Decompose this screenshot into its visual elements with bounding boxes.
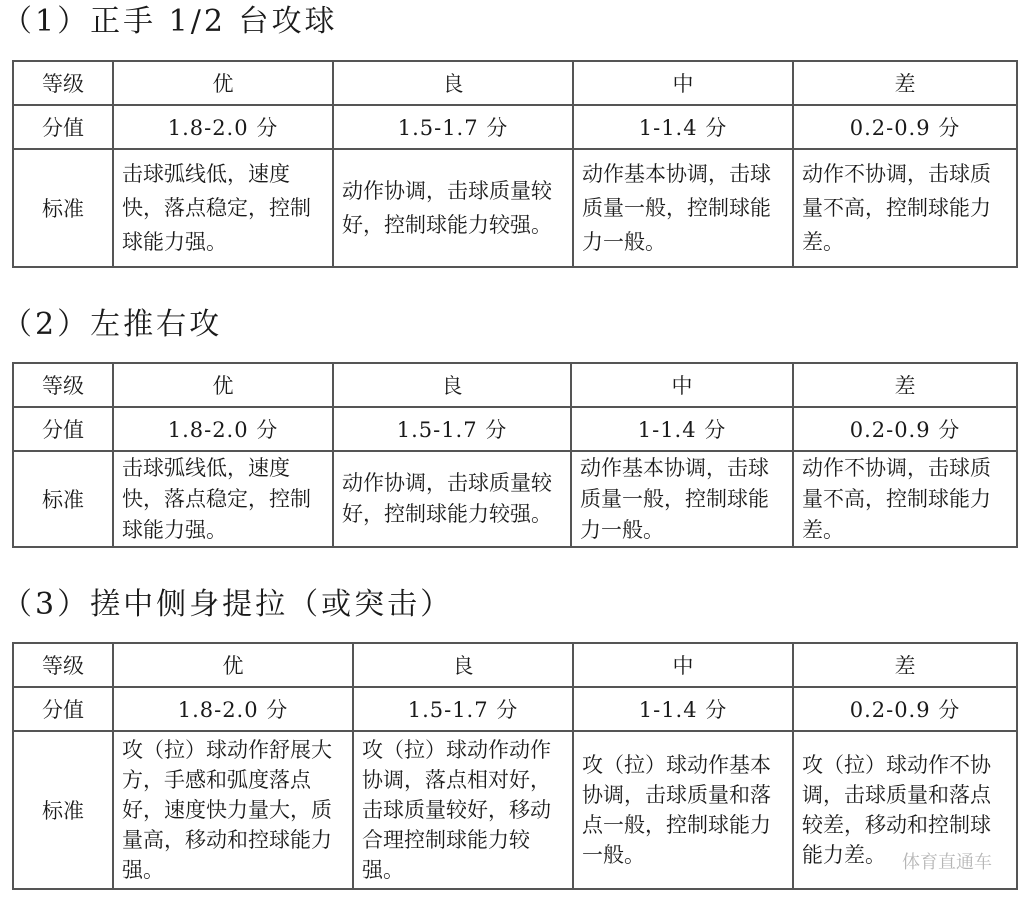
grade-row bbox=[13, 61, 1017, 105]
score-good: 1.5-1.7 分 bbox=[333, 105, 573, 149]
grading-table-3 bbox=[12, 642, 1018, 890]
criteria-medium: 攻（拉）球动作基本协调，击球质量和落点一般，控制球能力一般。 bbox=[573, 731, 793, 889]
row-label-grade: 等级 bbox=[13, 61, 113, 105]
grade-row bbox=[13, 643, 1017, 687]
grade-good: 良 bbox=[353, 643, 573, 687]
row-label-criteria: 标准 bbox=[13, 149, 113, 267]
score-medium: 1-1.4 分 bbox=[573, 105, 793, 149]
score-good: 1.5-1.7 分 bbox=[353, 687, 573, 731]
criteria-excellent: 击球弧线低，速度快，落点稳定，控制球能力强。 bbox=[113, 451, 333, 547]
grading-table-1 bbox=[12, 60, 1018, 268]
criteria-good: 攻（拉）球动作动作协调，落点相对好，击球质量较好，移动合理控制球能力较强。 bbox=[353, 731, 573, 889]
criteria-poor: 攻（拉）球动作不协调，击球质量和落点较差，移动和控制球能力差。 bbox=[793, 731, 1017, 889]
row-label-grade: 等级 bbox=[13, 363, 113, 407]
row-label-score: 分值 bbox=[13, 687, 113, 731]
section-title-2: （2）左推右攻 bbox=[2, 307, 223, 342]
criteria-row bbox=[13, 731, 1017, 889]
grade-poor: 差 bbox=[793, 363, 1017, 407]
criteria-good: 动作协调，击球质量较好，控制球能力较强。 bbox=[333, 451, 571, 547]
grade-good: 良 bbox=[333, 61, 573, 105]
score-poor: 0.2-0.9 分 bbox=[793, 105, 1017, 149]
row-label-score: 分值 bbox=[13, 407, 113, 451]
score-poor: 0.2-0.9 分 bbox=[793, 687, 1017, 731]
grade-excellent: 优 bbox=[113, 363, 333, 407]
grade-poor: 差 bbox=[793, 643, 1017, 687]
criteria-excellent: 攻（拉）球动作舒展大方，手感和弧度落点好，速度快力量大，质量高，移动和控球能力强。 bbox=[113, 731, 353, 889]
grade-poor: 差 bbox=[793, 61, 1017, 105]
grading-table-2 bbox=[12, 362, 1018, 548]
grade-good: 良 bbox=[333, 363, 571, 407]
section-title-3: （3）搓中侧身提拉（或突击） bbox=[2, 587, 454, 622]
grade-medium: 中 bbox=[571, 363, 793, 407]
score-row bbox=[13, 105, 1017, 149]
score-medium: 1-1.4 分 bbox=[571, 407, 793, 451]
score-excellent: 1.8-2.0 分 bbox=[113, 105, 333, 149]
criteria-row bbox=[13, 149, 1017, 267]
criteria-medium: 动作基本协调，击球质量一般，控制球能力一般。 bbox=[573, 149, 793, 267]
grade-medium: 中 bbox=[573, 643, 793, 687]
grade-medium: 中 bbox=[573, 61, 793, 105]
grade-row bbox=[13, 363, 1017, 407]
grade-excellent: 优 bbox=[113, 61, 333, 105]
score-excellent: 1.8-2.0 分 bbox=[113, 407, 333, 451]
section-title-1: （1）正手 1/2 台攻球 bbox=[2, 4, 338, 39]
criteria-poor: 动作不协调，击球质量不高，控制球能力差。 bbox=[793, 451, 1017, 547]
criteria-poor: 动作不协调，击球质量不高，控制球能力差。 bbox=[793, 149, 1017, 267]
score-medium: 1-1.4 分 bbox=[573, 687, 793, 731]
criteria-medium: 动作基本协调，击球质量一般，控制球能力一般。 bbox=[571, 451, 793, 547]
criteria-excellent: 击球弧线低，速度快，落点稳定，控制球能力强。 bbox=[113, 149, 333, 267]
score-excellent: 1.8-2.0 分 bbox=[113, 687, 353, 731]
row-label-grade: 等级 bbox=[13, 643, 113, 687]
watermark: 体育直通车 bbox=[902, 852, 992, 873]
score-row bbox=[13, 687, 1017, 731]
criteria-row bbox=[13, 451, 1017, 547]
grade-excellent: 优 bbox=[113, 643, 353, 687]
score-poor: 0.2-0.9 分 bbox=[793, 407, 1017, 451]
criteria-good: 动作协调，击球质量较好，控制球能力较强。 bbox=[333, 149, 573, 267]
row-label-criteria: 标准 bbox=[13, 731, 113, 889]
score-row bbox=[13, 407, 1017, 451]
row-label-criteria: 标准 bbox=[13, 451, 113, 547]
score-good: 1.5-1.7 分 bbox=[333, 407, 571, 451]
row-label-score: 分值 bbox=[13, 105, 113, 149]
